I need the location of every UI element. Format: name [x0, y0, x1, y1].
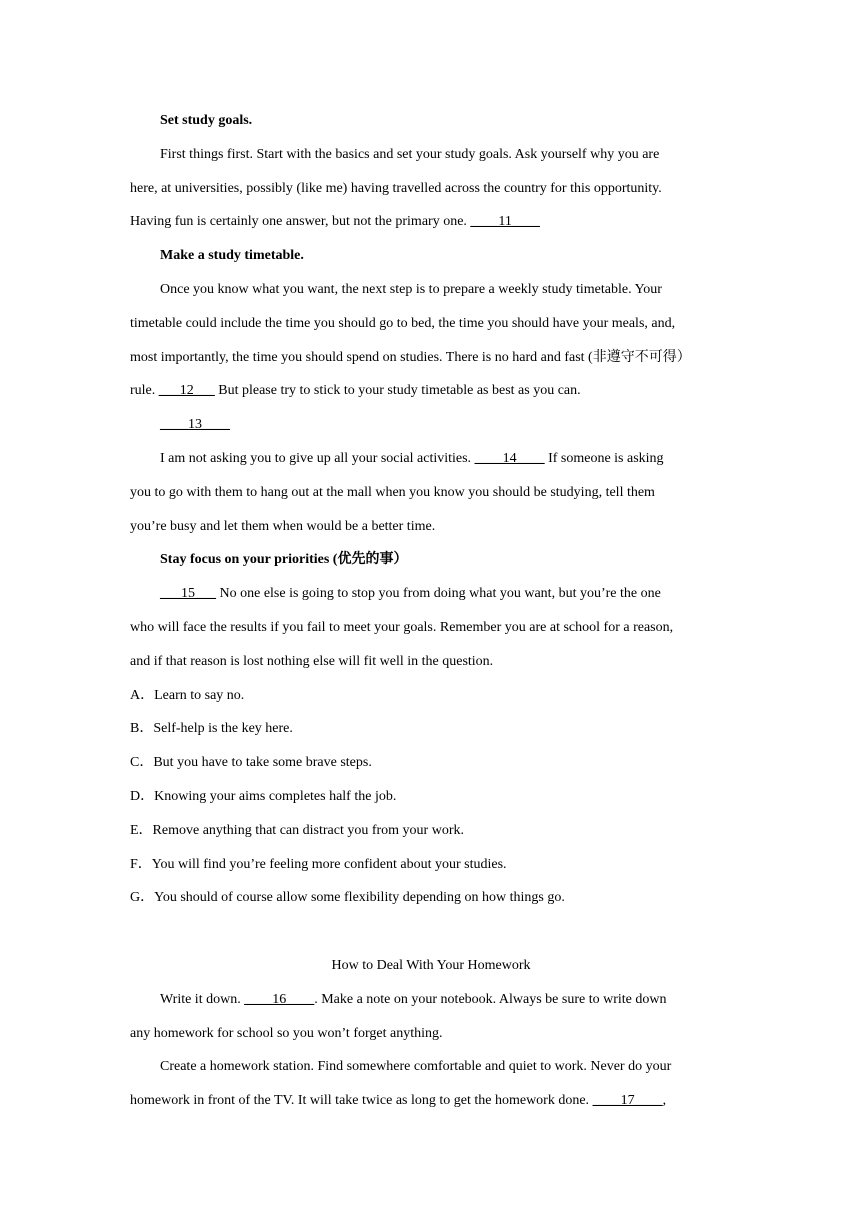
blank-17: ____17____: [592, 1093, 663, 1109]
paragraph-text: I am not asking you to give up all your social activities.: [160, 450, 475, 466]
paragraph-line: [130, 1084, 732, 1118]
option-b: B．Self-help is the key here.: [130, 721, 293, 737]
paragraph-line: any homework for school so you won’t forget anything.: [130, 1025, 443, 1041]
paragraph-line: [130, 442, 732, 476]
blank-12: ___12___: [158, 383, 215, 399]
paragraph-text: If someone is asking: [544, 450, 664, 466]
paragraph-text: homework in front of the TV. It will take twice as long to get the homework done.: [130, 1093, 593, 1109]
option-d: D．Knowing your aims completes half the job.: [130, 788, 397, 804]
section-gap: [130, 915, 732, 949]
option-c: C．But you have to take some brave steps.: [130, 755, 372, 771]
paragraph-line: Create a homework station. Find somewhere comfortable and quiet to work. Never do your: [160, 1059, 672, 1075]
paragraph-line: who will face the results if you fail to meet your goals. Remember you are at school for a reason,: [130, 619, 674, 635]
paragraph-line: most importantly, the time you should spend on studies. There is no hard and fast (非遵守不可得）: [130, 349, 691, 365]
paragraph-line: [130, 983, 732, 1017]
paragraph-line: [130, 374, 732, 408]
heading-make-timetable: Make a study timetable.: [160, 248, 304, 264]
paragraph-text: ,: [662, 1093, 667, 1109]
heading-stay-focus: Stay focus on your priorities (优先的事）: [160, 552, 408, 568]
blank-13: ____13____: [160, 417, 230, 433]
paragraph-line: Once you know what you want, the next step is to prepare a weekly study timetable. Your: [160, 281, 662, 297]
blank-15: ___15___: [160, 586, 216, 602]
paragraph-line: First things first. Start with the basics and set your study goals. Ask yourself why you are: [160, 146, 660, 162]
heading-blank-13: [130, 408, 732, 442]
paragraph-line: you’re busy and let them when would be a better time.: [130, 518, 436, 534]
option-f: F．You will find you’re feeling more confident about your studies.: [130, 856, 507, 872]
section-title: How to Deal With Your Homework: [331, 957, 531, 973]
paragraph-line: here, at universities, possibly (like me) having travelled across the country for this opportunity.: [130, 180, 662, 196]
paragraph-text: Write it down.: [160, 991, 245, 1007]
heading-set-study-goals: Set study goals.: [160, 113, 253, 128]
paragraph-text: No one else is going to stop you from doing what you want, but you’re the one: [216, 586, 661, 602]
document-page: [130, 104, 732, 1118]
paragraph-text: Having fun is certainly one answer, but not the primary one.: [130, 214, 471, 230]
option-g: G．You should of course allow some flexibility depending on how things go.: [130, 890, 565, 906]
paragraph-text: . Make a note on your notebook. Always be sure to write down: [314, 991, 667, 1007]
option-a: A．Learn to say no.: [130, 687, 245, 703]
paragraph-text: But please try to stick to your study timetable as best as you can.: [214, 383, 581, 399]
paragraph-line: [130, 205, 732, 239]
paragraph-line: [130, 577, 732, 611]
paragraph-text: rule.: [130, 383, 159, 399]
paragraph-line: and if that reason is lost nothing else will fit well in the question.: [130, 653, 494, 669]
paragraph-line: you to go with them to hang out at the mall when you know you should be studying, tell them: [130, 484, 655, 500]
blank-16: ____16____: [244, 991, 315, 1007]
blank-14: ____14____: [474, 450, 545, 466]
blank-11: ____11____: [470, 214, 540, 230]
paragraph-line: timetable could include the time you should go to bed, the time you should have your meals, and,: [130, 315, 676, 331]
option-e: E．Remove anything that can distract you from your work.: [130, 822, 464, 838]
